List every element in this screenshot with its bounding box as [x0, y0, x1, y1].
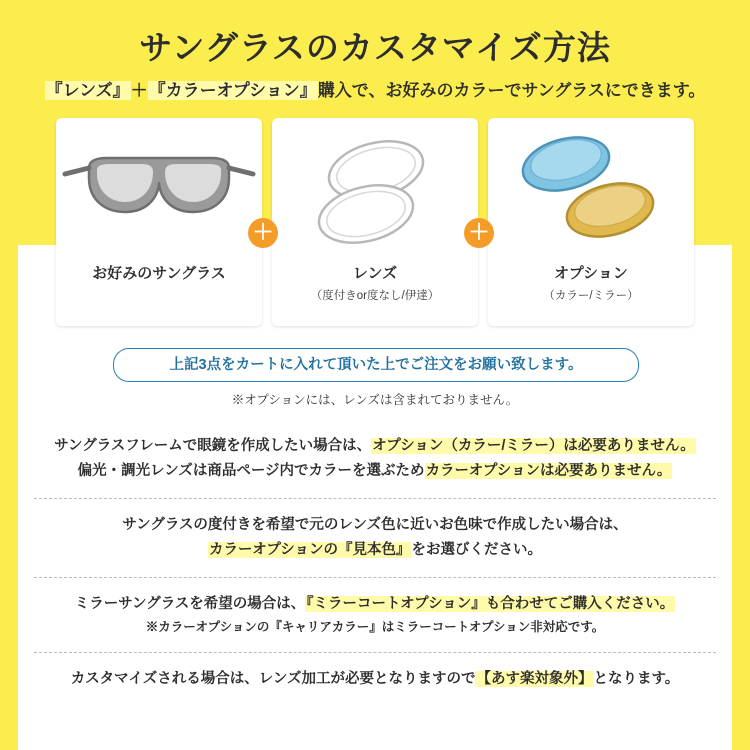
lens-icon — [272, 118, 478, 258]
note-text-highlight: 【あす楽対象外】 — [476, 670, 593, 687]
card-label: お好みのサングラス — [92, 265, 226, 282]
note-text-highlight: カラーオプションの『見本色』 — [209, 542, 411, 559]
note-block — [28, 420, 722, 498]
note-block — [28, 578, 722, 652]
note-line — [28, 617, 722, 639]
note-line — [28, 459, 722, 484]
note-block — [28, 653, 722, 705]
product-cards — [0, 118, 750, 328]
subtitle-part-coloroption: 『カラーオプション』 — [148, 81, 317, 100]
note-text-highlight: カラーオプションは必要ありません。 — [425, 463, 672, 480]
notes-section — [28, 420, 722, 705]
note-line — [28, 434, 722, 459]
note-line — [28, 592, 722, 617]
card-sublabel: （度付きor度なし/伊達） — [310, 290, 440, 302]
plus-icon: ＋ — [248, 218, 278, 248]
subtitle-part-tail: 購入で、お好みのカラーでサングラスにできます。 — [317, 81, 706, 100]
note-line — [28, 667, 722, 692]
card-sunglasses — [56, 118, 262, 326]
card-option — [488, 118, 694, 326]
subtitle-part-lens: 『レンズ』 — [45, 81, 130, 100]
note-text: サングラスフレームで眼鏡を作成したい場合は、 — [54, 438, 372, 454]
card-label: レンズ — [352, 265, 398, 282]
order-instruction-pill: 上記3点をカートに入れて頂いた上でご注文をお願い致します。 — [113, 348, 639, 382]
sunglasses-icon — [56, 118, 262, 258]
note-text: ※カラーオプションの『キャリアカラー』はミラーコートオプション非対応です。 — [145, 619, 605, 634]
note-text: サングラスの度付きを希望で元のレンズ色に近いお色味で作成したい場合は、 — [122, 516, 628, 533]
note-text-highlight: 『ミラーコートオプション』も合わせてご購入ください。 — [306, 595, 675, 612]
note-text-highlight: オプション（カラー/ミラー）は必要ありません。 — [372, 438, 695, 454]
page-subtitle — [0, 76, 750, 101]
note-block — [28, 499, 722, 577]
note-text: ミラーサングラスを希望の場合は、 — [74, 595, 306, 612]
order-instruction-note: ※オプションには、レンズは含まれておりません。 — [231, 393, 519, 407]
color-option-icon — [488, 118, 694, 258]
note-line — [28, 513, 722, 538]
note-text: となります。 — [593, 670, 680, 687]
card-sublabel: （カラー/ミラー） — [543, 290, 639, 302]
note-text: をお選びください。 — [411, 542, 542, 559]
note-text: カスタマイズされる場合は、レンズ加工が必要となりますので — [70, 670, 476, 687]
note-line — [28, 538, 722, 563]
plus-icon: ＋ — [464, 218, 494, 248]
card-label: オプション — [554, 265, 628, 282]
card-lens — [272, 118, 478, 326]
note-text: 偏光・調光レンズは商品ページ内でカラーを選ぶため — [77, 463, 425, 480]
page-title: サングラスのカスタマイズ方法 — [139, 29, 611, 66]
subtitle-part-plus: ＋ — [130, 81, 148, 100]
